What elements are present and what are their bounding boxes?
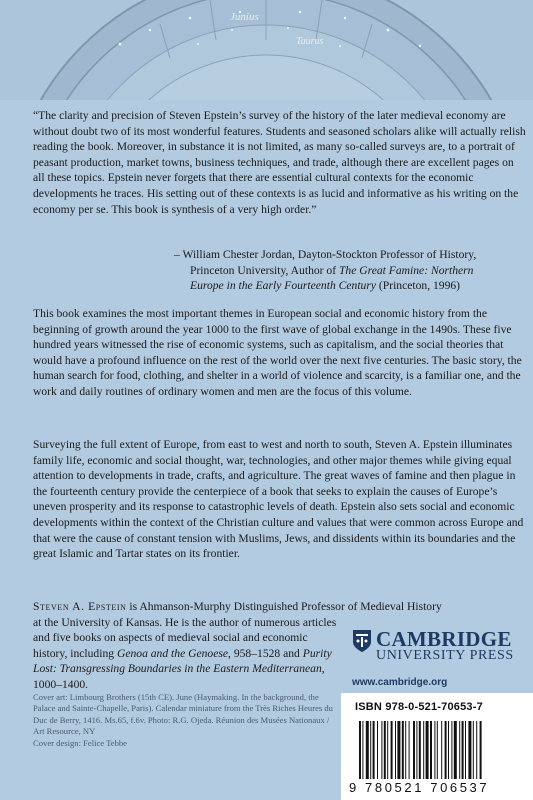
publisher-name: CAMBRIDGE [376, 627, 512, 651]
endorsement-quote: “The clarity and precision of Steven Epstein’s survey of the history of the later medieval economy are without doubt two of its most wonderful features. Students and seasoned scholars alike will actually relish reading the book. Moreover, in substance it is not limited, as many so-called surveys are, to a portrait of peasant production, market towns, business techniques, and trade, although there are excellent pages on all these topics. Epstein never forgets that there are essential cultural contexts for the economic developments he traces. His setting out of these contexts is as lucid and informative as his writing on the economy per se. This book is synthesis of a very high order.” [33, 109, 526, 216]
author-title: is Ahmanson-Murphy Distinguished Professor of Medieval History [126, 600, 442, 613]
author-book-2-years: , 1000–1400. [33, 662, 325, 691]
cover-art-label-junius: Junius [230, 11, 259, 23]
description-paragraph-1: This book examines the most important themes in European social and economic history from the beginning of growth around the year 1000 to the first wave of global exchange in the 1490s. These five hundred years witnessed the rise of economic systems, such as capitalism, and the social theories that would have a profound influence on the rest of the world over the next five centuries. The basic story, the human search for food, clothing, and shelter in a world of violence and scarcity, is a familiar one, and the work and daily routines of ordinary women and men are the focus of this volume. [33, 307, 522, 398]
attribution-line-1: – William Chester Jordan, Dayton-Stockton Professor of History, [174, 248, 477, 261]
publisher-url: www.cambridge.org [352, 677, 448, 688]
cover-art-credit: Cover art: Limbourg Brothers (15th CE). June (Haymaking. In the background, the Palace and Sainte-Chapelle, Paris). Calendar miniature from the Très Riches Heures du Duc de Berry, 1416. Ms.65, f.6v. Photo: R.G. Ojeda. Réunion des Musées Nationaux / Art Resource, NY [33, 692, 333, 737]
author-book-2-title: Purity Lost: Transgressing Boundaries in the Eastern Mediterranean [33, 646, 332, 676]
attribution-book-title-part-2: Europe in the Early Fourteenth Century [190, 279, 376, 293]
endorsement-attribution [174, 247, 528, 294]
cambridge-shield-icon [352, 629, 372, 653]
barcode-digits: 9 780521 706537 [349, 780, 490, 795]
barcode-panel [341, 693, 533, 800]
calendar-arc-illustration [0, 0, 533, 100]
publisher-subtitle: UNIVERSITY PRESS [376, 648, 514, 663]
cover-art-label-taurus: Taurus [296, 36, 324, 47]
isbn-label: ISBN 978-0-521-70653-7 [355, 701, 483, 713]
author-name: Steven A. Epstein [33, 600, 127, 613]
cover-design-credit: Cover design: Felice Tebbe [33, 737, 127, 748]
author-bio-text: at the University of Kansas. He is the author of numerous articles and five books on aspects of medieval social and economic history, including [33, 615, 337, 660]
cover-art-calendar-miniature [0, 0, 533, 100]
attribution-affiliation: Princeton University, Author of [190, 263, 339, 277]
attribution-publisher-year: (Princeton, 1996) [376, 279, 461, 293]
barcode-icon [359, 721, 519, 781]
cover-credits [33, 692, 333, 749]
description-paragraph-2: Surveying the full extent of Europe, from east to west and north to south, Steven A. Epstein illuminates family life, economic and social thought, war, technologies, and other major themes while giving equal attention to developments in trade, crafts, and agriculture. The great waves of famine and then plague in the fourteenth century provide the centerpiece of a book that seeks to explain the causes of Europe’s uneven prosperity and its response to catastrophic levels of death. Epstein also sets social and economic developments within the context of the Christian culture and values that were common across Europe and that were the cause of constant tension with Muslims, Jews, and dissidents within its boundaries and the great Islamic and Tartar states on its frontier. [33, 438, 524, 561]
author-bio-conjunction: and [280, 646, 303, 660]
author-book-1-years: , 958–1528 [228, 646, 281, 660]
author-book-1-title: Genoa and the Genoese [116, 646, 229, 660]
attribution-line-2 [174, 263, 528, 279]
attribution-book-title-part-1: The Great Famine: Northern [338, 263, 474, 277]
author-bio-first-line [33, 599, 527, 615]
attribution-line-3 [174, 278, 528, 294]
